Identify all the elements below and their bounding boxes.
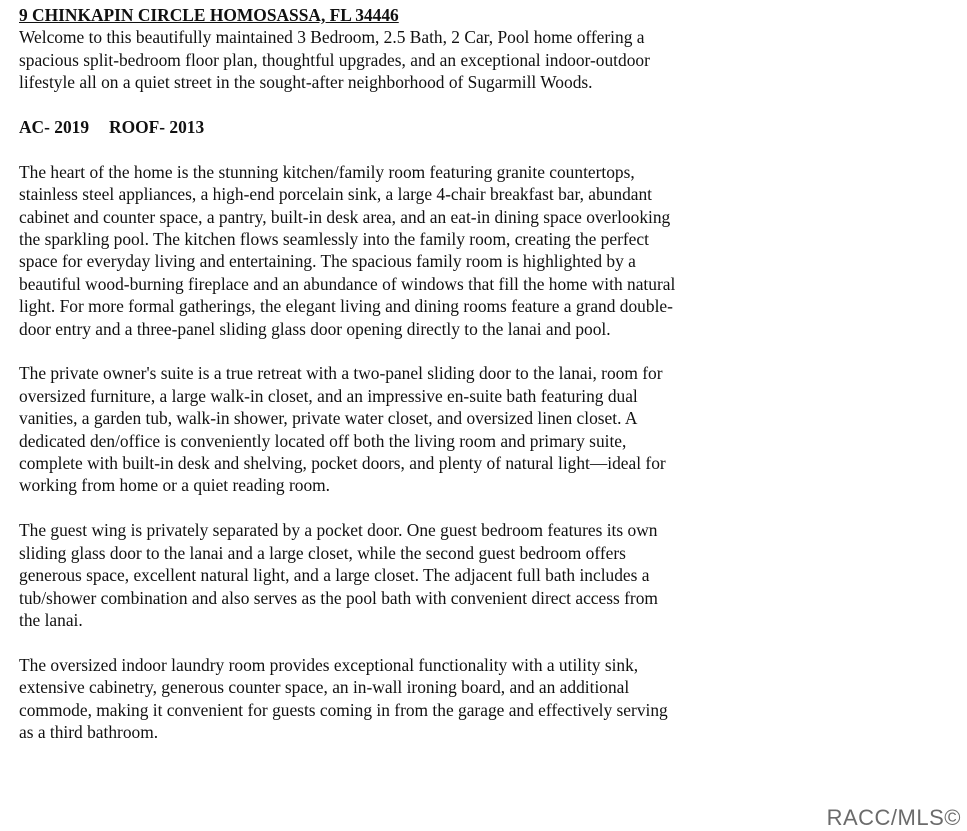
listing-document [19, 4, 679, 766]
system-dates [19, 116, 679, 138]
mls-watermark: RACC/MLS© [826, 805, 961, 830]
owner-suite-paragraph: The private owner's suite is a true retreat with a two-panel sliding door to the lanai, room for oversized furniture, a large walk-in closet, and an impressive en-suite bath featuring dual vanities, a garden tub, walk-in shower, private water closet, and oversized linen closet. A dedicated den/office is conveniently located off both the living room and primary suite, complete with built-in desk and shelving, pocket doors, and plenty of natural light—ideal for working from home or a quiet reading room. [19, 363, 666, 496]
listing-address: 9 CHINKAPIN CIRCLE HOMOSASSA, FL 34446 [19, 5, 399, 25]
guest-wing-paragraph: The guest wing is privately separated by a pocket door. One guest bedroom features its own sliding glass door to the lanai and a large closet, while the second guest bedroom offers generous space, excellent natural light, and a large closet. The adjacent full bath includes a tub/shower combination and also serves as the pool bath with convenient direct access from the lanai. [19, 520, 658, 630]
kitchen-paragraph: The heart of the home is the stunning kitchen/family room featuring granite countertops, stainless steel appliances, a high-end porcelain sink, a large 4-chair breakfast bar, abundant cabinet and counter space, a pantry, built-in desk area, and an eat-in dining space overlooking the sparkling pool. The kitchen flows seamlessly into the family room, creating the perfect space for everyday living and entertaining. The spacious family room is highlighted by a beautiful wood-burning fireplace and an abundance of windows that fill the home with natural light. For more formal gatherings, the elegant living and dining rooms feature a grand double-door entry and a three-panel sliding glass door opening directly to the lanai and pool. [19, 161, 676, 339]
intro-paragraph: Welcome to this beautifully maintained 3 Bedroom, 2.5 Bath, 2 Car, Pool home offering a spacious split-bedroom floor plan, thoughtful upgrades, and an exceptional indoor-outdoor lifestyle all on a quiet street in the sought-after neighborhood of Sugarmill Woods. [19, 27, 650, 93]
laundry-paragraph: The oversized indoor laundry room provides exceptional functionality with a utility sink, extensive cabinetry, generous counter space, an in-wall ironing board, and an additional commode, making it convenient for guests coming in from the garage and effectively serving as a third bathroom. [19, 654, 668, 742]
ac-year: AC- 2019 [19, 117, 90, 138]
roof-year: ROOF- 2013 [109, 117, 205, 138]
